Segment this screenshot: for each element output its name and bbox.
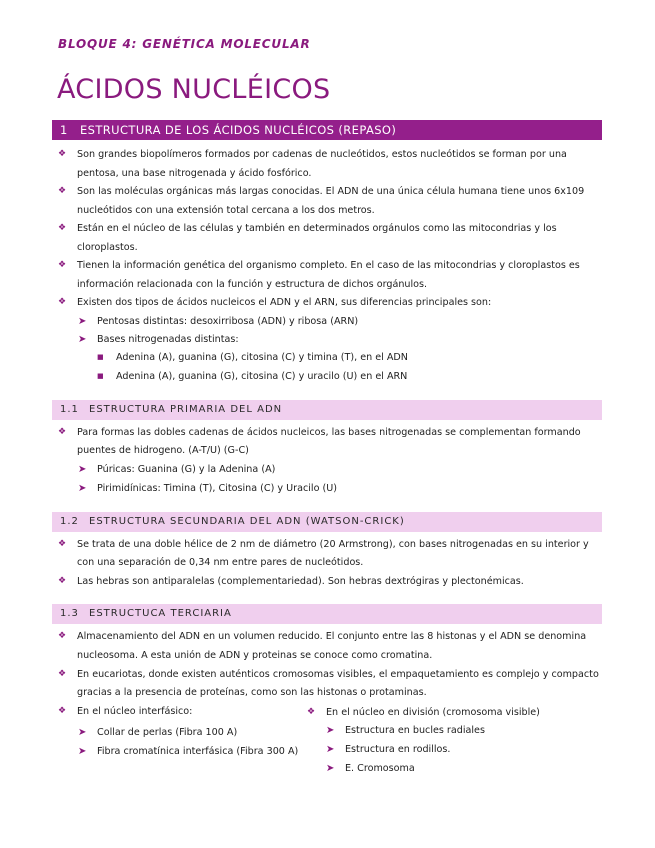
bullet-text: Tienen la información genética del organismo completo. En el caso de las mitocondrias y cloroplastos es: [77, 260, 580, 271]
diamond-bullet-icon: ❖: [58, 706, 67, 716]
arrow-bullet-icon: ➤: [326, 763, 335, 774]
bullet-text: En eucariotas, donde existen auténticos cromosomas visibles, el empaquetamiento es complejo y compacto: [77, 669, 599, 680]
diamond-bullet-icon: ❖: [58, 539, 67, 549]
bloque-header: BLOQUE 4: GENÉTICA MOLECULAR: [58, 37, 311, 51]
bullet-text: puentes de hidrogeno. (A-T/U) (G-C): [77, 445, 249, 456]
section-number: 1.1: [60, 404, 79, 415]
section-1-2-heading: [52, 512, 602, 532]
bullet-text: cloroplastos.: [77, 242, 138, 253]
left-col-sub: Fibra cromatínica interfásica (Fibra 300 A): [97, 746, 299, 757]
bullet-text: con una separación de 0,34 nm entre pares de nucleótidos.: [77, 557, 364, 568]
arrow-bullet-icon: ➤: [78, 746, 87, 757]
page-title: ÁCIDOS NUCLÉICOS: [57, 74, 331, 105]
bullet-text: información relacionada con la función y estructura de dichos orgánulos.: [77, 279, 428, 290]
arrow-bullet-icon: ➤: [78, 464, 87, 475]
bullet-text: Se trata de una doble hélice de 2 nm de diámetro (20 Armstrong), con bases nitrogenadas en su interior y: [77, 539, 589, 550]
sub-bullet-text: Pentosas distintas: desoxirribosa (ADN) y ribosa (ARN): [97, 316, 359, 327]
bullet-text: Son las moléculas orgánicas más largas conocidas. El ADN de una única célula humana tiene unos 6x109: [77, 186, 585, 197]
section-number: 1: [60, 123, 68, 137]
diamond-bullet-icon: ❖: [58, 297, 67, 307]
subsub-bullet-text: Adenina (A), guanina (G), citosina (C) y timina (T), en el ADN: [116, 352, 408, 363]
bullet-text: gracias a la presencia de proteínas, como son las histonas o protaminas.: [77, 687, 427, 698]
diamond-bullet-icon: ❖: [58, 260, 67, 270]
section-1-heading: [52, 120, 602, 140]
bullet-text: Las hebras son antiparalelas (complementariedad). Son hebras dextrógiras y plectonémicas.: [77, 576, 524, 587]
bullet-text: Para formas las dobles cadenas de ácidos nucleicos, las bases nitrogenadas se complementan formando: [77, 427, 581, 438]
bullet-text: nucleosoma. A esta unión de ADN y proteinas se conoce como cromatina.: [77, 650, 433, 661]
right-col-sub: Estructura en rodillos.: [345, 744, 451, 755]
right-col-sub: Estructura en bucles radiales: [345, 725, 485, 736]
diamond-bullet-icon: ❖: [58, 149, 67, 159]
right-col-sub: E. Cromosoma: [345, 763, 415, 774]
section-title: ESTRUCTURA SECUNDARIA DEL ADN (WATSON-CRICK): [89, 516, 405, 527]
sub-bullet-text: Bases nitrogenadas distintas:: [97, 334, 239, 345]
diamond-bullet-icon: ❖: [58, 669, 67, 679]
sub-bullet-text: Púricas: Guanina (G) y la Adenina (A): [97, 464, 276, 475]
arrow-bullet-icon: ➤: [326, 744, 335, 755]
bullet-text: Son grandes biopolímeros formados por cadenas de nucleótidos, estos nucleótidos se forman por una: [77, 149, 567, 160]
arrow-bullet-icon: ➤: [78, 483, 87, 494]
right-col-bullet: En el núcleo en división (cromosoma visible): [326, 707, 540, 718]
bullet-text: nucleótidos con una extensión total cercana a los dos metros.: [77, 205, 375, 216]
arrow-bullet-icon: ➤: [326, 725, 335, 736]
section-number: 1.3: [60, 608, 79, 619]
diamond-bullet-icon: ❖: [307, 707, 316, 717]
section-number: 1.2: [60, 516, 79, 527]
diamond-bullet-icon: ❖: [58, 186, 67, 196]
bullet-text: pentosa, una base nitrogenada y ácido fosfórico.: [77, 168, 312, 179]
section-1-3-heading: [52, 604, 602, 624]
section-1-1-heading: [52, 400, 602, 420]
left-col-bullet: En el núcleo interfásico:: [77, 706, 193, 717]
square-bullet-icon: ■: [97, 353, 104, 361]
diamond-bullet-icon: ❖: [58, 223, 67, 233]
sub-bullet-text: Pirimidínicas: Timina (T), Citosina (C) y Uracilo (U): [97, 483, 337, 494]
bullet-text: Almacenamiento del ADN en un volumen reducido. El conjunto entre las 8 histonas y el ADN se denomina: [77, 631, 587, 642]
arrow-bullet-icon: ➤: [78, 727, 87, 738]
subsub-bullet-text: Adenina (A), guanina (G), citosina (C) y uracilo (U) en el ARN: [116, 371, 408, 382]
left-col-sub: Collar de perlas (Fibra 100 A): [97, 727, 238, 738]
bullet-text: Están en el núcleo de las células y también en determinados orgánulos como las mitocondrias y los: [77, 223, 557, 234]
square-bullet-icon: ■: [97, 372, 104, 380]
section-title: ESTRUCTURA PRIMARIA DEL ADN: [89, 404, 283, 415]
arrow-bullet-icon: ➤: [78, 334, 87, 345]
diamond-bullet-icon: ❖: [58, 631, 67, 641]
bullet-text: Existen dos tipos de ácidos nucleicos el ADN y el ARN, sus diferencias principales son:: [77, 297, 492, 308]
diamond-bullet-icon: ❖: [58, 576, 67, 586]
diamond-bullet-icon: ❖: [58, 427, 67, 437]
section-title: ESTRUCTURA DE LOS ÁCIDOS NUCLÉICOS (REPASO): [80, 123, 397, 137]
arrow-bullet-icon: ➤: [78, 316, 87, 327]
section-title: ESTRUCTUCA TERCIARIA: [89, 608, 232, 619]
